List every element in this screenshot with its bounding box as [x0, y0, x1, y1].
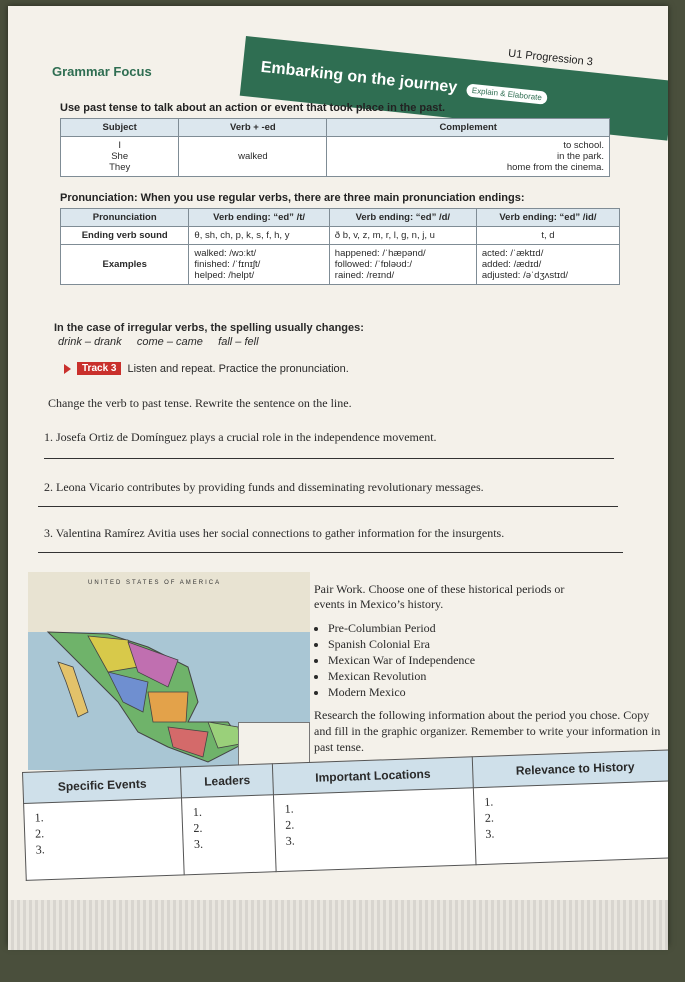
sentence-1: 1. Josefa Ortiz de Domínguez plays a crucial role in the independence movement.: [44, 430, 437, 444]
section-label: Grammar Focus: [52, 64, 152, 79]
sentence-2: 2. Leona Vicario contributes by providing funds and disseminating revolutionary messages.: [44, 480, 484, 494]
page-title: Embarking on the journey: [259, 58, 458, 97]
header-leaders: Leaders: [181, 764, 274, 798]
explain-badge: Explain & Elaborate: [466, 83, 547, 104]
header-verb: Verb + -ed: [179, 119, 327, 137]
answer-line-2[interactable]: [38, 506, 618, 507]
header-ed-id: Verb ending: “ed” /id/: [476, 209, 619, 227]
period-item: • Spanish Colonial Era: [328, 636, 475, 652]
ending-sound-id: t, d: [476, 227, 619, 245]
audio-track[interactable]: [64, 362, 349, 375]
answer-line-3[interactable]: [38, 552, 623, 553]
track-instruction: Listen and repeat. Practice the pronunciation.: [127, 362, 349, 375]
past-tense-intro: Use past tense to talk about an action or event that took place in the past.: [60, 102, 446, 114]
header-subject: Subject: [61, 119, 179, 137]
track-tag: Track 3: [77, 362, 121, 375]
period-item: • Pre-Columbian Period: [328, 620, 475, 636]
irregular-examples: drink – drank come – came fall – fell: [58, 336, 259, 348]
ending-sound-label: Ending verb sound: [61, 227, 189, 245]
irregular-intro: In the case of irregular verbs, the spelling usually changes:: [54, 322, 364, 334]
relevance-cell[interactable]: 1. 2. 3.: [473, 781, 668, 865]
header-pronunciation: Pronunciation: [61, 209, 189, 227]
period-item: • Mexican War of Independence: [328, 652, 475, 668]
map-legend: [238, 722, 310, 768]
pronunciation-intro: Pronunciation: When you use regular verbs, there are three main pronunciation endings:: [60, 192, 525, 204]
exercise-instruction: Change the verb to past tense. Rewrite the sentence on the line.: [48, 396, 352, 410]
mexico-map: [28, 572, 310, 770]
ending-sound-d: ð b, v, z, m, r, l, g, n, j, u: [329, 227, 476, 245]
ending-sound-t: θ, sh, ch, p, k, s, f, h, y: [189, 227, 329, 245]
subjects-cell: I She They: [61, 137, 179, 177]
progression-label: U1 Progression 3: [507, 47, 594, 69]
graphic-organizer: [22, 749, 668, 881]
examples-label: Examples: [61, 245, 189, 285]
period-item: • Mexican Revolution: [328, 668, 475, 684]
header-relevance: Relevance to History: [472, 750, 668, 788]
pair-work-intro: Pair Work. Choose one of these historical periods or events in Mexico’s history.: [314, 582, 565, 611]
complement-cell: to school. in the park. home from the cinema.: [327, 137, 610, 177]
play-icon[interactable]: [64, 364, 71, 374]
sentence-3: 3. Valentina Ramírez Avitia uses her social connections to gather information for the insurgents.: [44, 526, 505, 540]
pronunciation-table: [60, 208, 620, 285]
answer-line-1[interactable]: [44, 458, 614, 459]
header-locations: Important Locations: [273, 757, 474, 795]
examples-t: walked: /wɔːkt/ finished: /ˈfɪnɪʃt/ helped: /helpt/: [189, 245, 329, 285]
leaders-cell[interactable]: 1. 2. 3.: [182, 795, 277, 875]
examples-d: happened: /ˈhæpənd/ followed: /ˈfɒləʊd:/ rained: /reɪnd/: [329, 245, 476, 285]
events-cell[interactable]: 1. 2. 3.: [24, 798, 185, 880]
page-edge: [8, 900, 668, 950]
header-events: Specific Events: [23, 767, 182, 804]
textbook-page: [8, 6, 668, 946]
verb-cell: walked: [179, 137, 327, 177]
examples-id: acted: /ˈæktɪd/ added: /ædɪd/ adjusted: /əˈdʒʌstɪd/: [476, 245, 619, 285]
header-ed-t: Verb ending: “ed” /t/: [189, 209, 329, 227]
period-item: • Modern Mexico: [328, 684, 475, 700]
map-title: UNITED STATES OF AMERICA: [88, 580, 222, 586]
locations-cell[interactable]: 1. 2. 3.: [274, 788, 476, 872]
past-tense-table: [60, 118, 610, 177]
header-ed-d: Verb ending: “ed” /d/: [329, 209, 476, 227]
period-list: [314, 620, 475, 700]
header-complement: Complement: [327, 119, 610, 137]
research-instruction: Research the following information about the period you chose. Copy and fill in the graphic organizer. Remember to write your information in past tense.: [314, 708, 661, 754]
